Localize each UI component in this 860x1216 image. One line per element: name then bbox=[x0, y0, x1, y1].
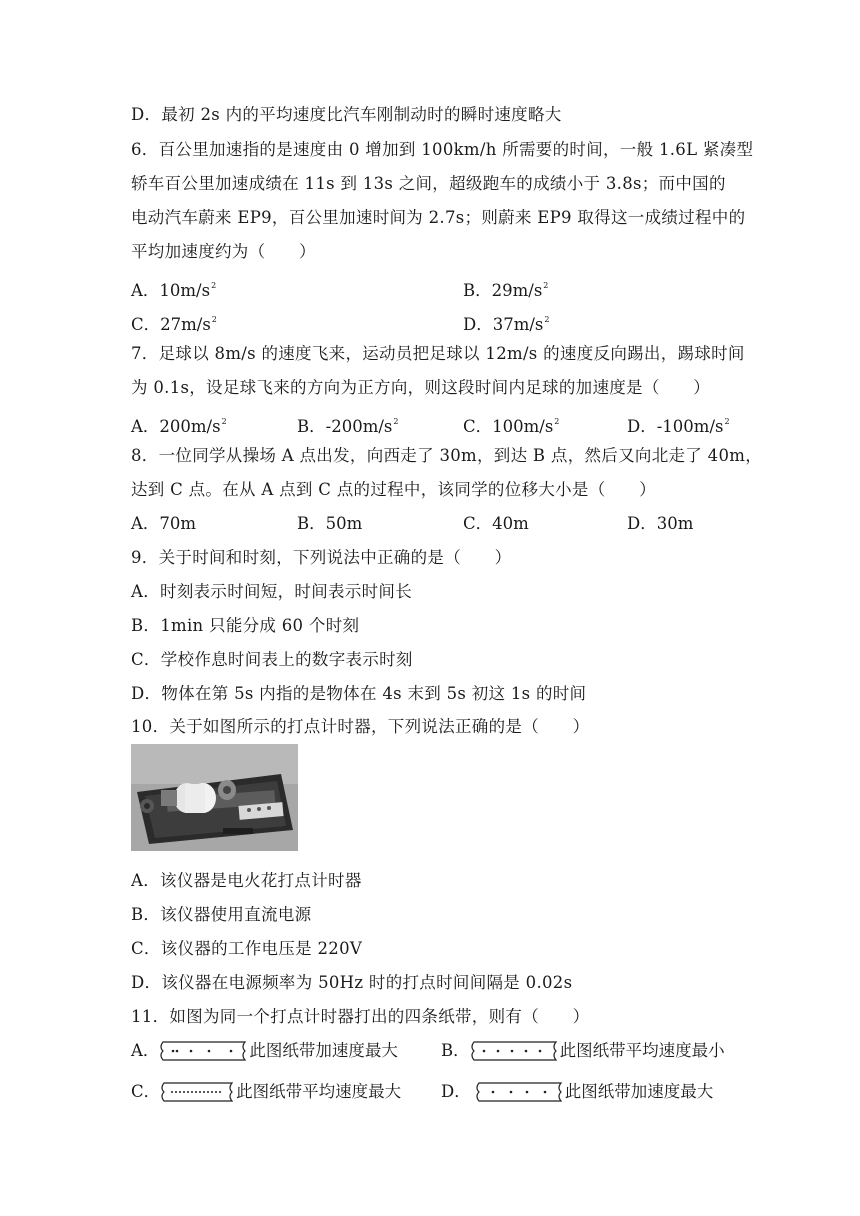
paper-tape-d-icon bbox=[471, 1081, 565, 1103]
q9-option-c: C．学校作息时间表上的数字表示时刻 bbox=[131, 650, 413, 669]
q7-stem-line-1: 7．足球以 8m/s 的速度飞来，运动员把足球以 12m/s 的速度反向踢出，踢球时间 bbox=[131, 344, 745, 363]
q11-option-c: C． 此图纸带平均速度最大 bbox=[131, 1082, 402, 1101]
q7-option-d: D．$-100m/s^2$ bbox=[627, 417, 730, 436]
q6-stem-line-1: 6．百公里加速指的是速度由 0 增加到 100km/h 所需要的时间，一般 1.6L 紧凑型 bbox=[131, 140, 754, 159]
q9-option-b: B．1min 只能分成 60 个时刻 bbox=[131, 616, 360, 635]
q8-option-d: D．30m bbox=[627, 514, 694, 533]
q9-option-d: D．物体在第 5s 内指的是物体在 4s 末到 5s 初这 1s 的时间 bbox=[131, 684, 587, 703]
q11-stem: 11．如图为同一个打点计时器打出的四条纸带，则有（ ） bbox=[131, 1007, 590, 1026]
ticker-timer-photo bbox=[131, 744, 298, 851]
q11-option-b: B． 此图纸带平均速度最小 bbox=[441, 1041, 725, 1060]
q7-option-c: C．$100m/s^2$ bbox=[463, 417, 560, 436]
q8-option-a: A．70m bbox=[131, 514, 197, 533]
paper-tape-b-icon bbox=[470, 1040, 560, 1062]
q8-stem-line-1: 8．一位同学从操场 A 点出发，向西走了 30m，到达 B 点，然后又向北走了 40m， bbox=[131, 446, 762, 465]
q9-stem: 9．关于时间和时刻，下列说法中正确的是（ ） bbox=[131, 548, 512, 567]
q9-option-a: A．时刻表示时间短，时间表示时间长 bbox=[131, 582, 413, 601]
q11-option-d: D． 此图纸带加速度最大 bbox=[441, 1082, 714, 1101]
q6-stem-line-4: 平均加速度约为（ ） bbox=[131, 242, 316, 261]
q5-option-d: D．最初 2s 内的平均速度比汽车刚制动时的瞬时速度略大 bbox=[131, 105, 562, 124]
q10-option-c: C．该仪器的工作电压是 220V bbox=[131, 939, 363, 958]
q7-stem-line-2: 为 0.1s，设足球飞来的方向为正方向，则这段时间内足球的加速度是（ ） bbox=[131, 378, 711, 397]
q6-option-b: B．$29m/s^2$ bbox=[463, 281, 549, 300]
q8-option-c: C．40m bbox=[463, 514, 529, 533]
q10-option-a: A．该仪器是电火花打点计时器 bbox=[131, 871, 362, 890]
paper-tape-c-icon bbox=[160, 1081, 236, 1103]
q10-option-b: B．该仪器使用直流电源 bbox=[131, 905, 312, 924]
q6-option-a: A．$10m/s^2$ bbox=[131, 281, 217, 300]
q7-option-b: B．$-200m/s^2$ bbox=[297, 417, 399, 436]
paper-tape-a-icon bbox=[159, 1040, 249, 1062]
q8-option-b: B．50m bbox=[297, 514, 363, 533]
q8-stem-line-2: 达到 C 点。在从 A 点到 C 点的过程中，该同学的位移大小是（ ） bbox=[131, 480, 656, 499]
q6-stem-line-3: 电动汽车蔚来 EP9，百公里加速时间为 2.7s；则蔚来 EP9 取得这一成绩过程中的 bbox=[131, 208, 746, 227]
q10-option-d: D．该仪器在电源频率为 50Hz 时的打点时间间隔是 0.02s bbox=[131, 973, 573, 992]
q11-option-a: A． 此图纸带加速度最大 bbox=[131, 1041, 398, 1060]
q6-option-d: D．$37m/s^2$ bbox=[463, 315, 550, 334]
q6-option-c: C．$27m/s^2$ bbox=[131, 315, 217, 334]
q6-stem-line-2: 轿车百公里加速成绩在 11s 到 13s 之间，超级跑车的成绩小于 3.8s；而中国的 bbox=[131, 174, 726, 193]
q10-stem: 10．关于如图所示的打点计时器，下列说法正确的是（ ） bbox=[131, 717, 590, 736]
q7-option-a: A．$200m/s^2$ bbox=[131, 417, 227, 436]
